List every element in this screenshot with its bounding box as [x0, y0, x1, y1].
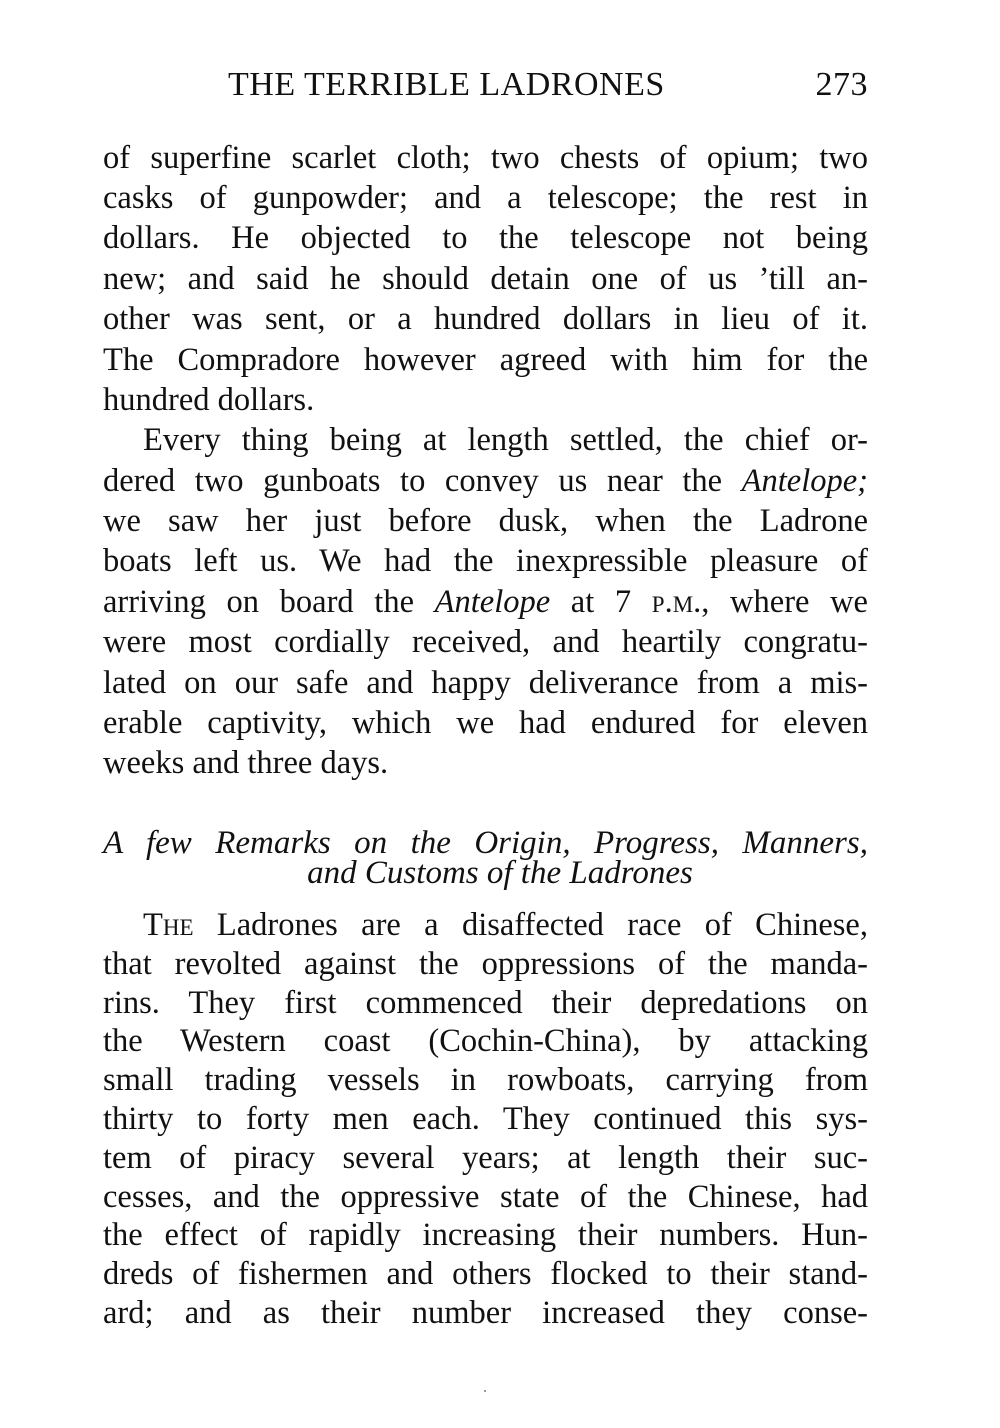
ship-name: Antelope [434, 584, 551, 620]
section-heading-line-2: and Customs of the Ladrones [307, 855, 693, 891]
text-line: we saw her just before dusk, when the Ladrone [103, 503, 868, 539]
running-header [103, 66, 868, 110]
text-line [103, 582, 868, 622]
text-line: weeks and three days. [103, 745, 389, 781]
text-line: boats left us. We had the inexpressible pleasure of [103, 543, 868, 579]
text-line: the Western coast (Cochin-China), by attacking [103, 1023, 868, 1059]
running-title: THE TERRIBLE LADRONES [228, 66, 665, 103]
first-word: The [143, 907, 194, 943]
text-line: dreds of fishermen and others flocked to their stand- [103, 1256, 868, 1292]
text-line: thirty to forty men each. They continued this sys- [103, 1101, 868, 1137]
scan-speck [484, 1390, 486, 1392]
text-line: small trading vessels in rowboats, carrying from [103, 1062, 868, 1098]
text-line: rins. They first commenced their depredations on [103, 985, 868, 1021]
text-line: tem of piracy several years; at length their suc- [103, 1140, 868, 1176]
text-line: new; and said he should detain one of us ’till an- [103, 261, 868, 297]
text-line: casks of gunpowder; and a telescope; the rest in [103, 180, 868, 216]
text-line: Every thing being at length settled, the chief or- [143, 422, 868, 458]
section-heading-line-1: A few Remarks on the Origin, Progress, Manners, [103, 825, 868, 861]
text-line [143, 905, 868, 945]
page-number: 273 [815, 66, 868, 103]
text-line: The Compradore however agreed with him for the [103, 342, 868, 378]
text-line: that revolted against the oppressions of the manda- [103, 946, 868, 982]
ship-name: Antelope; [741, 463, 868, 499]
text-line: lated on our safe and happy deliverance from a mis- [103, 665, 868, 701]
text-line: cesses, and the oppressive state of the Chinese, had [103, 1179, 868, 1215]
text-line: were most cordially received, and heartily congratu- [103, 624, 868, 660]
text-segment: arriving on board the [103, 584, 435, 620]
text-segment: , where we [701, 584, 868, 620]
text-segment: Ladrones are a disaffected race of Chinese, [193, 907, 868, 943]
text-line: of superfine scarlet cloth; two chests of opium; two [103, 140, 868, 176]
text-line: ard; and as their number increased they conse- [103, 1295, 868, 1331]
time-abbrev: p.m. [651, 584, 702, 620]
text-line: other was sent, or a hundred dollars in lieu of it. [103, 301, 868, 337]
text-line: hundred dollars. [103, 382, 315, 418]
text-segment: at 7 [550, 584, 652, 620]
text-line: dollars. He objected to the telescope not being [103, 220, 868, 256]
text-line: erable captivity, which we had endured for eleven [103, 705, 868, 741]
text-line: the effect of rapidly increasing their numbers. Hun- [103, 1217, 868, 1253]
text-line [103, 461, 868, 501]
text-segment: dered two gunboats to convey us near the [103, 463, 742, 499]
